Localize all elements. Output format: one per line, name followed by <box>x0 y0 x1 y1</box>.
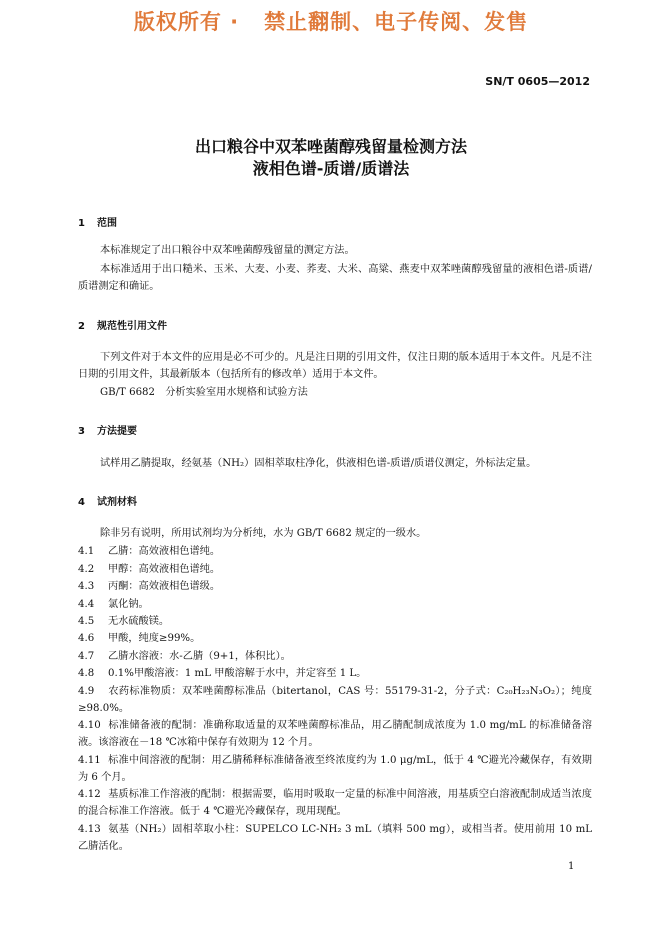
item-number: 4.2 <box>78 564 95 575</box>
item-text: 农药标准物质：双苯唑菌醇标准品（bitertanol，CAS 号：55179-31-2，分子式：C₂₀H₂₃N₃O₂）；纯度≥98.0%。 <box>78 686 592 714</box>
item-number: 4.8 <box>78 668 95 679</box>
reference-item: GB/T 6682 分析实验室用水规格和试验方法 <box>100 387 308 398</box>
item-number: 4.1 <box>78 546 95 557</box>
section-heading-1 <box>78 214 117 229</box>
section-title: 试剂材料 <box>97 497 137 508</box>
standard-number: SN/T 0605—2012 <box>485 75 590 88</box>
list-item <box>78 683 592 717</box>
list-item <box>78 752 592 786</box>
section-heading-4 <box>78 493 137 508</box>
item-text: 乙腈水溶液：水-乙腈（9+1，体积比）。 <box>108 651 291 662</box>
list-item <box>78 561 592 578</box>
item-number: 4.3 <box>78 581 95 592</box>
list-item <box>78 630 592 647</box>
list-item <box>78 717 592 751</box>
list-item <box>78 543 592 560</box>
item-text: 氯化钠。 <box>108 599 149 610</box>
document-title: 出口粮谷中双苯唑菌醇残留量检测方法 <box>194 137 467 156</box>
paragraph: 下列文件对于本文件的应用是必不可少的。凡是注日期的引用文件，仅注日期的版本适用于本文件。凡是不注日期的引用文件，其最新版本（包括所有的修改单）适用于本文件。 <box>78 352 592 380</box>
item-number: 4.4 <box>78 599 95 610</box>
item-text: 标准中间溶液的配制：用乙腈稀释标准储备液至终浓度约为 1.0 μg/mL，低于 4 ℃避光冷藏保存，有效期为 6 个月。 <box>78 755 592 783</box>
paragraph: 除非另有说明，所用试剂均为分析纯，水为 GB/T 6682 规定的一级水。 <box>100 528 427 539</box>
item-number: 4.5 <box>78 616 95 627</box>
item-text: 标准储备液的配制：准确称取适量的双苯唑菌醇标准品，用乙腈配制成浓度为 1.0 mg/mL 的标准储备溶液。该溶液在－18 ℃冰箱中保存有效期为 12 个月。 <box>78 720 592 748</box>
section-title: 规范性引用文件 <box>97 321 167 332</box>
paragraph: 本标准规定了出口粮谷中双苯唑菌醇残留量的测定方法。 <box>100 245 355 256</box>
section-title: 方法提要 <box>97 426 137 437</box>
list-item <box>78 578 592 595</box>
list-item <box>78 665 592 682</box>
item-text: 无水硫酸镁。 <box>108 616 170 627</box>
list-item <box>78 786 592 820</box>
section-title: 范围 <box>97 218 117 229</box>
list-item <box>78 596 592 613</box>
list-item <box>78 821 592 855</box>
paragraph: 试样用乙腈提取，经氨基（NH₂）固相萃取柱净化，供液相色谱-质谱/质谱仪测定，外标法定量。 <box>100 458 537 469</box>
list-item <box>78 648 592 665</box>
item-number: 4.10 <box>78 720 101 731</box>
item-text: 丙酮：高效液相色谱级。 <box>108 581 221 592</box>
page-number: 1 <box>568 861 575 872</box>
item-text: 氨基（NH₂）固相萃取小柱：SUPELCO LC-NH₂ 3 mL（填料 500 mg），或相当者。使用前用 10 mL 乙腈活化。 <box>78 824 592 852</box>
item-text: 乙腈：高效液相色谱纯。 <box>108 546 221 557</box>
item-number: 4.12 <box>78 789 101 800</box>
paragraph: 本标准适用于出口糙米、玉米、大麦、小麦、荞麦、大米、高粱、燕麦中双苯唑菌醇残留量的液相色谱-质谱/质谱测定和确证。 <box>78 264 592 292</box>
section-number: 4 <box>78 497 85 508</box>
item-number: 4.9 <box>78 686 95 697</box>
section-number: 3 <box>78 426 85 437</box>
item-number: 4.13 <box>78 824 101 835</box>
document-subtitle: 液相色谱-质谱/质谱法 <box>252 159 410 178</box>
item-number: 4.11 <box>78 755 101 766</box>
section-number: 1 <box>78 218 85 229</box>
item-text: 基质标准工作溶液的配制：根据需要，临用时吸取一定量的标准中间溶液，用基质空白溶液配制成适当浓度的混合标准工作溶液。低于 4 ℃避光冷藏保存，现用现配。 <box>78 789 592 817</box>
item-number: 4.6 <box>78 633 95 644</box>
item-text: 甲醇：高效液相色谱纯。 <box>108 564 221 575</box>
item-text: 甲酸，纯度≥99%。 <box>108 633 201 644</box>
watermark: 版权所有 · 禁止翻制、电子传阅、发售 <box>133 10 529 34</box>
item-text: 0.1%甲酸溶液：1 mL 甲酸溶解于水中，并定容至 1 L。 <box>108 668 367 679</box>
list-item <box>78 613 592 630</box>
section-heading-3 <box>78 422 137 437</box>
section-heading-2 <box>78 317 167 332</box>
section-number: 2 <box>78 321 85 332</box>
item-number: 4.7 <box>78 651 95 662</box>
